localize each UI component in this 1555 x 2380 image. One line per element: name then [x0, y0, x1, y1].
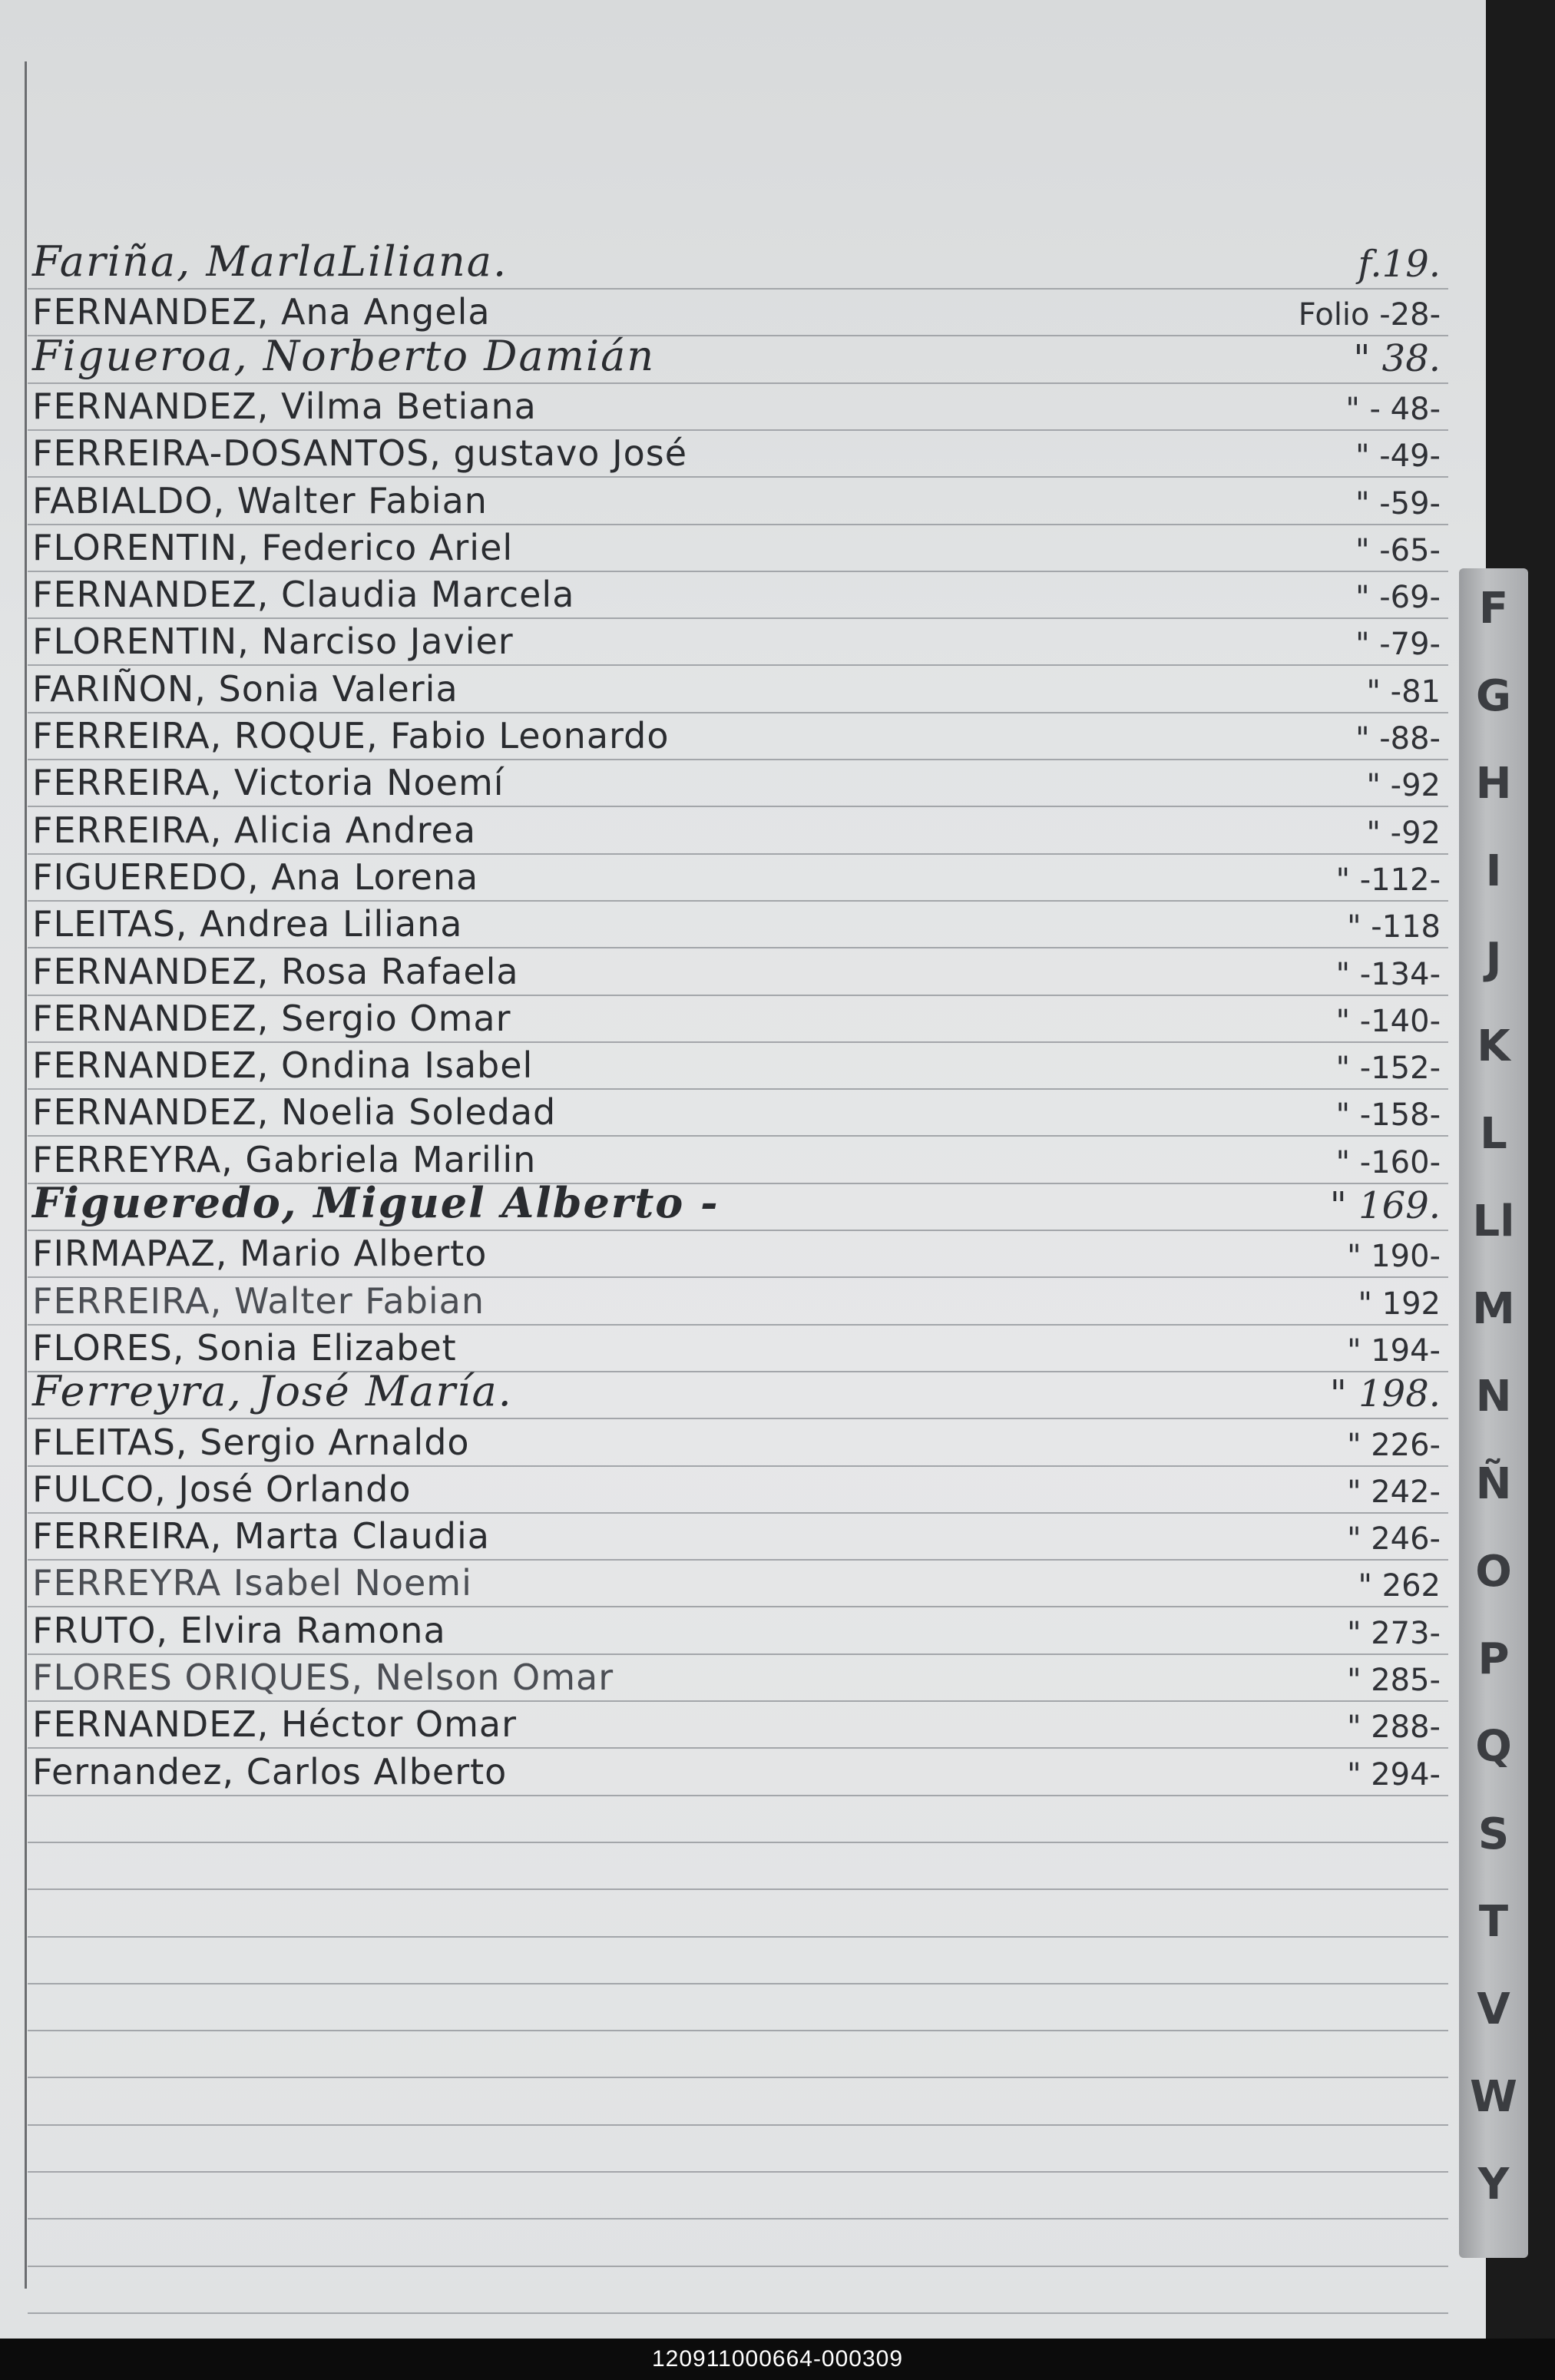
- entry-folio: " 169.: [1329, 1184, 1441, 1227]
- entry-row: [28, 622, 1456, 667]
- entry-row: [28, 1282, 1456, 1326]
- entry-folio: " 38.: [1353, 337, 1441, 380]
- entry-row: [28, 811, 1456, 856]
- ruled-line: [28, 2077, 1448, 2078]
- index-tab[interactable]: Ñ: [1475, 1459, 1512, 1509]
- index-tab[interactable]: V: [1477, 1984, 1510, 2034]
- entry-name: FERREYRA Isabel Noemi: [32, 1562, 472, 1604]
- ruled-line: [28, 2171, 1448, 2173]
- entry-folio: " -81: [1366, 674, 1441, 710]
- entry-folio: " - 48-: [1345, 392, 1441, 427]
- entry-name: FERNANDEZ, Ondina Isabel: [32, 1044, 534, 1086]
- entry-row: [28, 763, 1456, 808]
- entry-row: [28, 1178, 1456, 1232]
- index-tab[interactable]: P: [1477, 1634, 1510, 1684]
- entry-folio: f.19.: [1358, 243, 1441, 286]
- entry-folio: " -88-: [1355, 721, 1441, 756]
- entry-row: [28, 332, 1456, 385]
- entry-row: [28, 434, 1456, 478]
- entry-row: [28, 1046, 1456, 1091]
- entry-folio: " -69-: [1355, 580, 1441, 615]
- entry-name: FERREIRA, Alicia Andrea: [32, 809, 477, 851]
- entry-row: [28, 999, 1456, 1044]
- entry-name: FERNANDEZ, Ana Angela: [32, 291, 491, 333]
- entry-folio: " 246-: [1347, 1521, 1441, 1557]
- entry-folio: " 226-: [1347, 1428, 1441, 1463]
- entry-name: FERNANDEZ, Rosa Rafaela: [32, 951, 519, 992]
- entry-name: FULCO, José Orlando: [32, 1468, 412, 1510]
- entry-name: FERNANDEZ, Vilma Betiana: [32, 386, 537, 427]
- index-tab[interactable]: N: [1475, 1372, 1512, 1422]
- ruled-line: [28, 2312, 1448, 2314]
- entry-row: [28, 1517, 1456, 1561]
- ruled-line: [28, 1983, 1448, 1984]
- alphabet-index-tabs: [1459, 568, 1528, 2258]
- entry-name: FARIÑON, Sonia Valeria: [32, 668, 458, 710]
- entry-folio: " 273-: [1347, 1616, 1441, 1651]
- entry-row: [28, 1658, 1456, 1703]
- entry-row: [28, 1564, 1456, 1608]
- entry-row: [28, 237, 1456, 290]
- entry-row: [28, 1367, 1456, 1420]
- index-tab[interactable]: S: [1477, 1809, 1510, 1859]
- entry-row: [28, 1753, 1456, 1797]
- index-tab[interactable]: Ll: [1472, 1197, 1515, 1246]
- entry-folio: " -92: [1366, 768, 1441, 803]
- entry-name: Figueredo, Miguel Alberto -: [32, 1178, 720, 1227]
- index-tab[interactable]: M: [1472, 1284, 1515, 1334]
- entry-row: [28, 1470, 1456, 1514]
- entry-row: [28, 293, 1456, 337]
- entry-row: [28, 482, 1456, 526]
- entry-name: FERREIRA-DOSANTOS, gustavo José: [32, 432, 688, 474]
- ruled-line: [28, 2124, 1448, 2126]
- entry-row: [28, 717, 1456, 761]
- entry-row: [28, 528, 1456, 573]
- entry-name: FLORES ORIQUES, Nelson Omar: [32, 1657, 614, 1698]
- entry-folio: " 294-: [1347, 1757, 1441, 1792]
- index-tab[interactable]: L: [1480, 1109, 1507, 1159]
- index-tab[interactable]: W: [1470, 2072, 1517, 2122]
- entry-name: Figueroa, Norberto Damián: [32, 332, 656, 380]
- entry-name: FLORENTIN, Federico Ariel: [32, 527, 514, 568]
- entry-folio: " 288-: [1347, 1710, 1441, 1745]
- entry-folio: " -134-: [1335, 957, 1441, 992]
- index-tab[interactable]: I: [1485, 846, 1502, 896]
- entry-row: [28, 1611, 1456, 1656]
- entry-folio: " 285-: [1347, 1663, 1441, 1698]
- entry-folio: " 262: [1358, 1568, 1441, 1604]
- entry-folio: " -140-: [1335, 1004, 1441, 1039]
- entry-row: [28, 1234, 1456, 1279]
- entry-name: FIGUEREDO, Ana Lorena: [32, 856, 479, 898]
- entry-row: [28, 952, 1456, 997]
- entry-row: [28, 858, 1456, 902]
- entry-name: FERREYRA, Gabriela Marilin: [32, 1139, 537, 1180]
- document-code: 120911000664-000309: [0, 2339, 1555, 2380]
- entry-folio: " 192: [1358, 1286, 1441, 1322]
- ruled-line: [28, 2030, 1448, 2031]
- entry-folio: " 198.: [1329, 1372, 1441, 1415]
- entry-folio: " -65-: [1355, 533, 1441, 568]
- entry-folio: " -49-: [1355, 439, 1441, 474]
- entry-name: FABIALDO, Walter Fabian: [32, 480, 488, 521]
- entry-name: FLORES, Sonia Elizabet: [32, 1327, 457, 1369]
- entry-folio: " -118: [1347, 909, 1441, 945]
- entry-folio: " -92: [1366, 816, 1441, 851]
- index-tab[interactable]: T: [1478, 1897, 1509, 1947]
- entry-name: FLEITAS, Sergio Arnaldo: [32, 1422, 470, 1463]
- entry-name: FERNANDEZ, Claudia Marcela: [32, 574, 575, 615]
- index-tab[interactable]: H: [1475, 759, 1512, 809]
- entry-name: Fernandez, Carlos Alberto: [32, 1751, 508, 1792]
- index-tab[interactable]: G: [1476, 671, 1511, 721]
- entry-folio: Folio -28-: [1298, 297, 1441, 333]
- entry-row: [28, 575, 1456, 620]
- entry-name: FERREIRA, Walter Fabian: [32, 1280, 485, 1322]
- ruled-line: [28, 2266, 1448, 2267]
- entry-name: FERREIRA, Victoria Noemí: [32, 762, 505, 803]
- ruled-line: [28, 2218, 1448, 2219]
- entry-name: FIRMAPAZ, Mario Alberto: [32, 1233, 488, 1274]
- entry-folio: " 242-: [1347, 1475, 1441, 1510]
- entry-folio: " -160-: [1335, 1145, 1441, 1180]
- entry-name: Ferreyra, José María.: [32, 1367, 513, 1415]
- index-tab[interactable]: Y: [1477, 2160, 1510, 2210]
- entry-folio: " -112-: [1335, 862, 1441, 898]
- entry-row: [28, 1093, 1456, 1137]
- entry-name: FERNANDEZ, Noelia Soledad: [32, 1091, 557, 1133]
- index-tab[interactable]: K: [1477, 1021, 1510, 1071]
- ruled-line: [28, 1888, 1448, 1890]
- entry-row: [28, 1423, 1456, 1468]
- entry-folio: " -59-: [1355, 486, 1441, 521]
- entry-name: FLEITAS, Andrea Liliana: [32, 903, 463, 945]
- entry-name: FERREIRA, Marta Claudia: [32, 1515, 490, 1557]
- ruled-line: [28, 1936, 1448, 1938]
- index-tab[interactable]: Q: [1475, 1722, 1512, 1772]
- entry-name: FLORENTIN, Narciso Javier: [32, 621, 514, 662]
- entry-name: FRUTO, Elvira Ramona: [32, 1610, 446, 1651]
- index-tab[interactable]: O: [1475, 1547, 1512, 1597]
- entry-row: [28, 905, 1456, 949]
- entry-row: [28, 1705, 1456, 1749]
- entry-folio: " -158-: [1335, 1097, 1441, 1133]
- entry-name: FERREIRA, ROQUE, Fabio Leonardo: [32, 715, 670, 756]
- entry-folio: " -152-: [1335, 1051, 1441, 1086]
- entry-name: FERNANDEZ, Héctor Omar: [32, 1703, 518, 1745]
- entry-folio: " 194-: [1347, 1333, 1441, 1369]
- index-tab[interactable]: J: [1485, 934, 1502, 984]
- entry-name: FERNANDEZ, Sergio Omar: [32, 998, 511, 1039]
- index-tab[interactable]: F: [1478, 584, 1509, 634]
- entry-folio: " 190-: [1347, 1239, 1441, 1274]
- ruled-line: [28, 1842, 1448, 1843]
- entry-folio: " -79-: [1355, 627, 1441, 662]
- entry-row: [28, 670, 1456, 714]
- entry-row: [28, 387, 1456, 432]
- entry-name: Fariña, MarlaLiliana.: [32, 237, 508, 286]
